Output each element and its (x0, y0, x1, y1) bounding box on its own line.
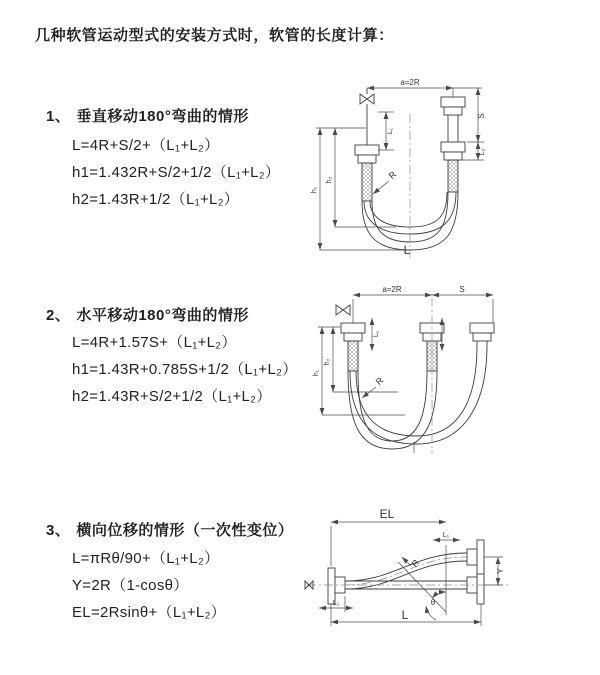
dim-l1-top (433, 532, 460, 540)
radius-label: R (409, 557, 422, 569)
right-hose-fitting (441, 88, 465, 192)
braided-hose-section (348, 341, 358, 371)
dim-l1 (378, 112, 394, 150)
radius-label: R (386, 169, 399, 181)
section1-heading (46, 105, 249, 126)
formula-line: Y=2R（1-cosθ） (72, 577, 189, 594)
dim-label-a2r: a=2R (400, 78, 420, 87)
hose-u-curves (348, 345, 487, 449)
page-title: 几种软管运动型式的安装方式时，软管的长度计算： (35, 27, 394, 44)
diagram-lateral-displacement (295, 500, 595, 660)
braided-hose-section (362, 163, 372, 201)
section1-number: 1、 (46, 108, 71, 125)
dim-label-h1: h₁ (311, 186, 318, 194)
diagram-horizontal-180-bend (310, 278, 600, 473)
dim-span-a2r (367, 78, 482, 88)
dim-label-y: Y (496, 568, 505, 574)
formula-line: L=4R+S/2+（L₁+L₂） (72, 137, 220, 154)
valve-icon (336, 305, 350, 315)
dim-label-l1-top: L₁ (442, 532, 450, 539)
dim-y (484, 557, 505, 585)
radius-callout (373, 169, 399, 194)
dim-label-h2: h₂ (326, 176, 333, 184)
formula-line: h2=1.43R+1/2（L₁+L₂） (72, 191, 240, 208)
section2-heading (46, 304, 249, 325)
dim-l (331, 604, 481, 626)
theta-label: θ (430, 598, 436, 607)
formula-line: L=πRθ/90+（L₁+L₂） (72, 550, 220, 567)
left-hose-fitting (341, 323, 365, 371)
dim-label-l2: L₂ (479, 148, 486, 156)
right-hose-fitting (470, 323, 494, 345)
radius-callout (362, 375, 386, 398)
straight-pipe-original-position (345, 568, 484, 604)
dim-label-l1: L₁ (373, 330, 380, 338)
left-flange (328, 568, 345, 604)
section3-heading (46, 519, 293, 540)
diagram-vertical-180-bend (310, 68, 600, 268)
formula-line: EL=2Rsinθ+（L₁+L₂） (72, 604, 226, 621)
left-hose-fitting (355, 145, 379, 201)
section2-formulas (72, 329, 298, 410)
section3-formulas (72, 545, 226, 626)
dim-h2 (326, 128, 396, 227)
section1-formulas (72, 132, 280, 213)
braided-hose-section (448, 160, 458, 192)
section1-heading-text: 垂直移动180°弯曲的情形 (76, 108, 249, 125)
formula-line: L=4R+1.57S+（L₁+L₂） (72, 334, 237, 351)
dim-label-h1: h₁ (313, 369, 320, 377)
dim-label-el: EL (379, 507, 395, 521)
dim-s (432, 285, 493, 295)
formula-line: h1=1.43R+0.785S+1/2（L₁+L₂） (72, 361, 298, 378)
dim-s (467, 88, 486, 142)
dim-label-s: S (459, 285, 465, 294)
dim-span-a2r (353, 285, 432, 295)
formula-line: h1=1.432R+S/2+1/2（L₁+L₂） (72, 164, 281, 181)
dim-label-l: L (401, 608, 409, 622)
section3-number: 3、 (46, 522, 71, 539)
dim-label-a2r: a=2R (382, 285, 402, 294)
middle-hose-fitting (420, 323, 444, 371)
dim-el (331, 507, 446, 566)
section3-heading-text: 横向位移的情形（一次性变位） (76, 522, 294, 539)
dim-label-s: S (477, 113, 486, 119)
dim-label-l1: L₁ (387, 127, 394, 135)
formula-line: h2=1.43R+S/2+1/2（L₁+L₂） (72, 388, 272, 405)
dim-label-h2: h₂ (324, 358, 331, 366)
section2-number: 2、 (46, 307, 71, 324)
dim-l1 (372, 318, 380, 351)
valve-icon (360, 88, 374, 145)
section2-heading-text: 水平移动180°弯曲的情形 (76, 307, 249, 324)
length-label: L (403, 243, 411, 257)
radius-label: R (373, 375, 386, 387)
dim-label-l1-bottom: L₁ (332, 600, 340, 607)
dim-l1-bottom (319, 596, 353, 612)
